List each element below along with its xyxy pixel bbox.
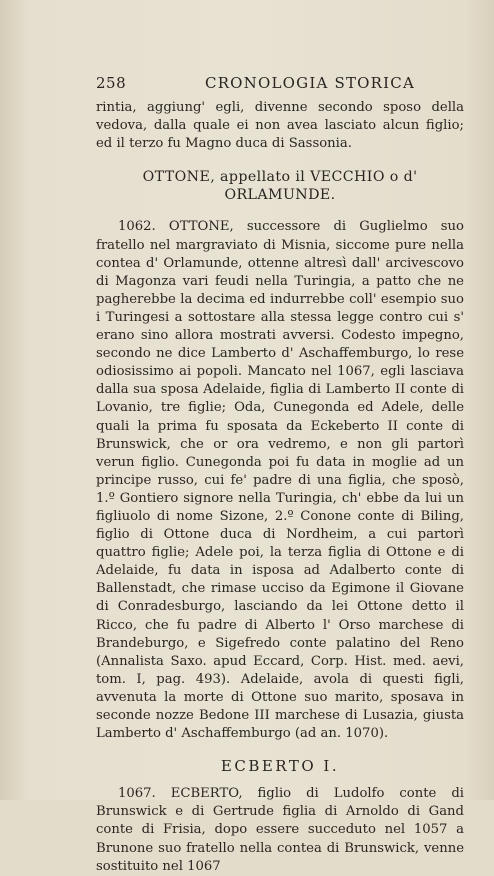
section-paragraph-ecberto: 1067. ECBERTO, figlio di Ludolfo conte di Brunswick e di Gertrude figlia di Arnoldo di Gand conte di Frisia, dopo essere succeduto nel 1057 a Brunone suo fratello nella contea di Brunswick, venne sostituito nel 1067: [96, 786, 464, 874]
section-heading-ecberto: ECBERTO I.: [220, 757, 340, 776]
section-paragraph-ottone: 1062. OTTONE, successore di Guglielmo suo fratello nel margraviato di Misnia, siccome pure nella contea d' Orlamunde, ottenne altresì dall' arcivescovo di Magonza vari feudi nella Turingia, a patto che ne pagherebbe la decima ed indurrebbe coll' esempio suo i Turingesi a sottostare alla stessa legge contro cui s' erano sino allora mostrati avversi. Codesto impegno, secondo ne dice Lamberto d' Aschaffemburgo, lo rese odiosissimo ai popoli. Mancato nel 1067, egli lasciava dalla sua sposa Adelaide, figlia di Lamberto II conte di Lovanio, tre figlie; Oda, Cunegonda ed Adele, delle quali la prima fu sposata da Eckeberto II conte di Brunswick, che or ora vedremo, e non gli partorì verun figlio. Cunegonda poi fu data in moglie ad un principe russo, cui fe' padre di una figlia, che sposò, 1.º Gontiero signore nella Turingia, ch' ebbe da lui un figliuolo di nome Sizone, 2.º Conone conte di Biling, figlio di Ottone duca di Nordheim, a cui partorì quattro figlie; Adele poi, la terza figlia di Ottone e di Adelaide, fu data in isposa ad Adalberto conte di Ballenstadt, che rimase ucciso da Egimone il Giovane di Conradesburgo, lasciando da lei Ottone detto il Ricco, che fu padre di Alberto l' Orso marchese di Brandeburgo, e Sigefredo conte palatino del Reno (Annalista Saxo. apud Eccard, Corp. Hist. med. aevi, tom. I, pag. 493). Adelaide, avola di questi figli, avvenuta la morte di Ottone suo marito, sposava in seconde nozze Bedone III marchese di Lusazia, giusta Lamberto d' Aschaffemburgo (ad an. 1070).: [96, 219, 464, 742]
continued-paragraph: rintia, aggiung' egli, divenne secondo sposo della vedova, dalla quale ei non avea lasciato alcun figlio; ed il terzo fu Magno duca di Sassonia.: [96, 100, 464, 152]
page-number: 258: [96, 74, 127, 92]
page-header: [96, 74, 464, 96]
section-heading-ottone: OTTONE, appellato il VECCHIO o d' ORLAMUNDE.: [142, 169, 418, 204]
page-body: [96, 99, 464, 876]
running-title: CRONOLOGIA STORICA: [205, 74, 415, 92]
